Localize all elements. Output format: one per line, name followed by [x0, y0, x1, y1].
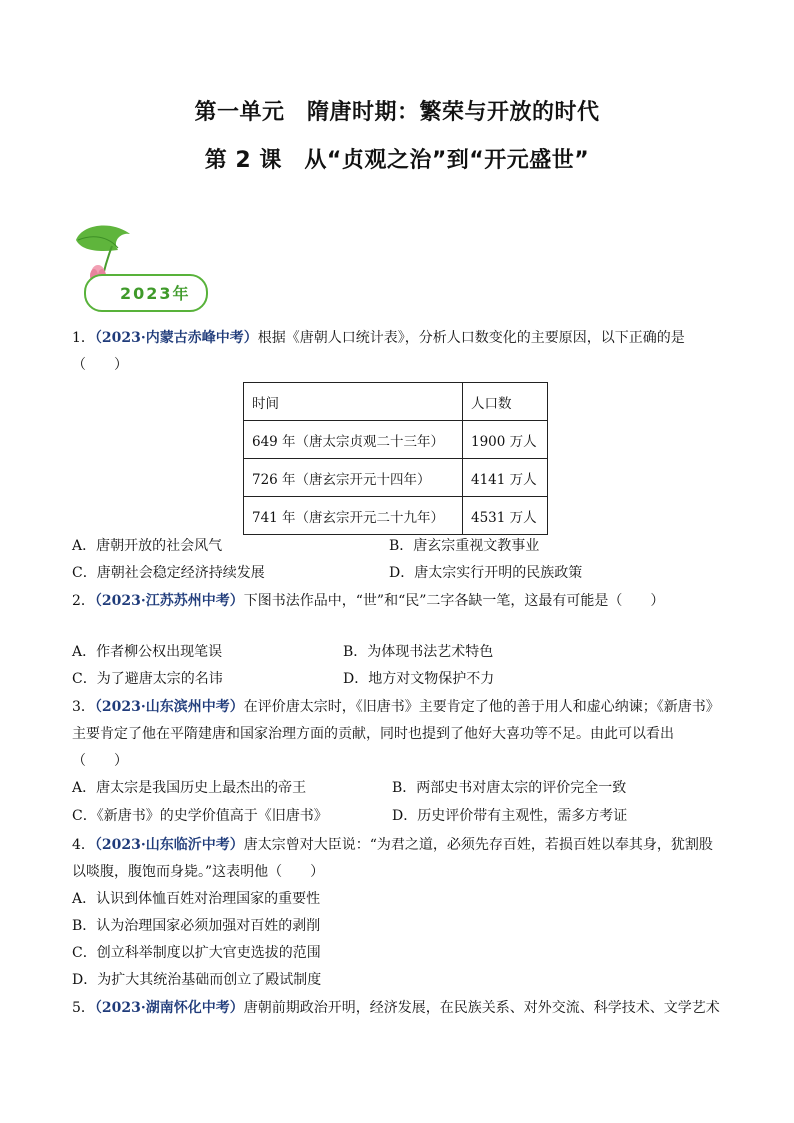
q5-number: 5． — [72, 1000, 95, 1016]
table-row — [244, 421, 548, 459]
table-cell: 4531 万人 — [463, 497, 548, 535]
q1-paren: （ ） — [72, 357, 128, 373]
q2-option-c: C．为了避唐太宗的名讳 — [72, 671, 223, 687]
year-label: 2023年 — [120, 284, 191, 303]
q2-option-a: A．作者柳公权出现笔误 — [72, 644, 223, 660]
table-cell: 726 年（唐玄宗开元十四年） — [244, 459, 463, 497]
q3-option-a: A．唐太宗是我国历史上最杰出的帝王 — [72, 780, 307, 796]
question-2 — [72, 588, 732, 615]
q1-number: 1． — [72, 330, 95, 346]
q1-stem: 根据《唐朝人口统计表》，分析人口数变化的主要原因，以下正确的是 — [257, 330, 685, 346]
q2-stem: 下图书法作品中，“世”和“民”二字各缺一笔，这最有可能是（ ） — [243, 593, 665, 609]
q3-source: （2023·山东滨州中考） — [94, 699, 244, 715]
q4-number: 4． — [72, 837, 95, 853]
q2-number: 2． — [72, 593, 95, 609]
q1-option-b: B．唐玄宗重视文教事业 — [389, 538, 540, 554]
q4-option-a: A．认识到体恤百姓对治理国家的重要性 — [72, 891, 321, 907]
table-cell: 4141 万人 — [463, 459, 548, 497]
table-row — [244, 497, 548, 535]
q2-option-b: B．为体现书法艺术特色 — [343, 644, 494, 660]
table-row — [244, 459, 548, 497]
q4-option-c: C．创立科举制度以扩大官吏选拔的范围 — [72, 945, 321, 961]
q4-stem-line-2: 以啖腹，腹饱而身毙。”这表明他（ ） — [72, 864, 325, 880]
q3-stem-line-2: 主要肯定了他在平隋建唐和国家治理方面的贡献，同时也提到了他好大喜功等不足。由此可以看出 — [72, 726, 674, 742]
table-cell: 741 年（唐玄宗开元二十九年） — [244, 497, 463, 535]
q1-option-c: C．唐朝社会稳定经济持续发展 — [72, 565, 265, 581]
q3-stem-line-1: 在评价唐太宗时，《旧唐书》主要肯定了他的善于用人和虚心纳谏；《新唐书》 — [243, 699, 720, 715]
q4-source: （2023·山东临沂中考） — [94, 837, 244, 853]
table-cell: 649 年（唐太宗贞观二十三年） — [244, 421, 463, 459]
q3-option-c: C．《新唐书》的史学价值高于《旧唐书》 — [72, 808, 328, 824]
q5-stem: 唐朝前期政治开明，经济发展，在民族关系、对外交流、科学技术、文学艺术 — [243, 1000, 720, 1016]
table-header-time: 时间 — [244, 383, 463, 421]
q3-number: 3． — [72, 699, 95, 715]
year-badge — [72, 222, 222, 312]
q1-option-d: D．唐太宗实行开明的民族政策 — [389, 565, 583, 581]
q3-option-d: D．历史评价带有主观性，需多方考证 — [392, 808, 628, 824]
q2-source: （2023·江苏苏州中考） — [94, 593, 244, 609]
year-badge-frame — [84, 274, 208, 312]
q3-paren: （ ） — [72, 753, 128, 769]
question-5 — [72, 995, 732, 1022]
q1-source: （2023·内蒙古赤峰中考） — [94, 330, 258, 346]
q1-option-a: A．唐朝开放的社会风气 — [72, 538, 223, 554]
question-3 — [72, 694, 732, 721]
q5-source: （2023·湖南怀化中考） — [94, 1000, 244, 1016]
q4-option-b: B．认为治理国家必须加强对百姓的剥削 — [72, 918, 321, 934]
q2-option-d: D．地方对文物保护不力 — [343, 671, 495, 687]
question-4 — [72, 832, 732, 859]
population-table — [243, 382, 548, 535]
q4-stem-line-1: 唐太宗曾对大臣说：“为君之道，必须先存百姓，若损百姓以奉其身，犹割股 — [243, 837, 713, 853]
q3-option-b: B．两部史书对唐太宗的评价完全一致 — [392, 780, 627, 796]
q4-option-d: D．为扩大其统治基础而创立了殿试制度 — [72, 972, 322, 988]
table-header-population: 人口数 — [463, 383, 548, 421]
unit-title: 第一单元 隋唐时期：繁荣与开放的时代 — [194, 100, 600, 125]
question-1 — [72, 325, 732, 352]
table-cell: 1900 万人 — [463, 421, 548, 459]
lesson-title: 第 2 课 从“贞观之治”到“开元盛世” — [204, 148, 590, 173]
table-header-row — [244, 383, 548, 421]
